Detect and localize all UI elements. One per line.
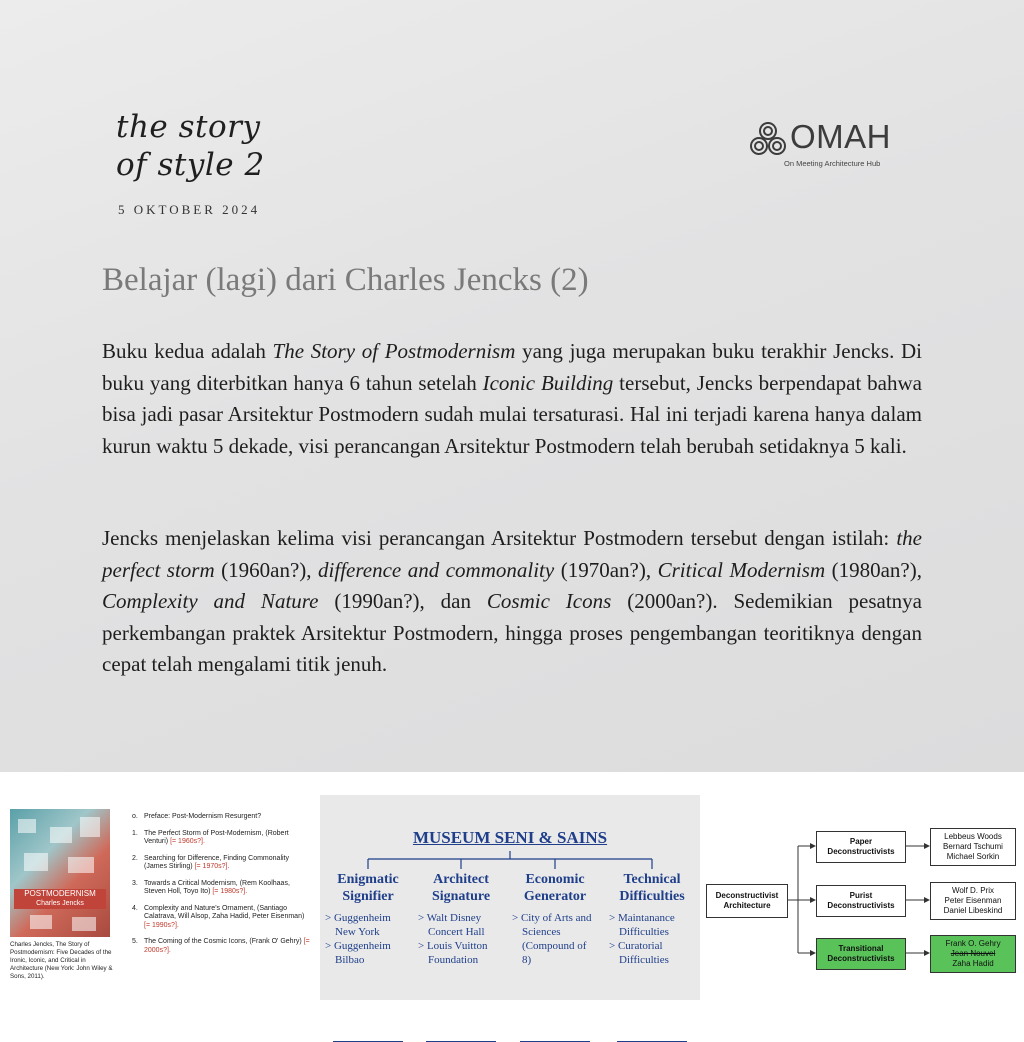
- logo-tagline: On Meeting Architecture Hub: [784, 159, 881, 168]
- table-of-contents: [132, 813, 312, 963]
- museum-category-heading: Technical Difficulties: [619, 872, 685, 904]
- museum-example: > Guggenheim New York: [325, 912, 391, 938]
- series-title-line2: of style 2: [116, 147, 265, 183]
- toc-text: Searching for Difference, Finding Commonality (James Stirling): [144, 854, 289, 870]
- architect-name: Frank O. Gehry: [945, 939, 1001, 948]
- cover-title-band: [14, 889, 106, 909]
- decon-branch-box: Transitional Deconstructivists: [816, 938, 906, 970]
- museum-category-heading: Economic Generator: [523, 872, 587, 904]
- cover-title: POSTMODERNISM: [24, 889, 96, 898]
- decon-branch-box: Paper Deconstructivists: [816, 831, 906, 863]
- toc-item: [132, 855, 312, 872]
- museum-example: > City of Arts and Sciences (Compound of 8): [512, 912, 592, 966]
- series-title: [116, 108, 265, 184]
- museum-example: > Louis Vuitton Foundation: [418, 940, 488, 966]
- museum-category-heading: Architect Signature: [431, 872, 491, 904]
- toc-number: 4.: [132, 904, 138, 912]
- museum-category: [512, 871, 598, 967]
- architect-name: Daniel Libeskind: [943, 906, 1003, 915]
- cover-author: Charles Jencks: [36, 900, 84, 907]
- architect-name: Michael Sorkin: [946, 852, 1000, 861]
- omah-logo: [748, 118, 938, 168]
- publish-date: 5 OKTOBER 2024: [118, 202, 261, 217]
- toc-number: o.: [132, 813, 138, 820]
- toc-number: 1.: [132, 829, 138, 837]
- museum-diagram: [320, 795, 700, 1000]
- book-caption: Charles Jencks, The Story of Postmodernism: Five Decades of the Ironic, Iconic, and Critical in Architecture (New York: John Wiley & Sons, 2011).: [10, 941, 113, 980]
- trefoil-logo-icon: [748, 120, 788, 160]
- museum-example: > Maintanance Difficulties: [609, 912, 675, 938]
- logo-wordmark: OMAH: [790, 118, 891, 155]
- museum-category: [418, 871, 504, 967]
- toc-decade-note: [= 1960s?].: [170, 838, 205, 845]
- paragraph-2: Jencks menjelaskan kelima visi perancangan Arsitektur Postmodern tersebut dengan istilah: the perfect storm (1960an?), difference and commonality (1970an?), Critical Modernism (1980an?), Complexity and Nature (1990an?), dan Cosmic Icons (2000an?). Sedemikian pesatnya perkembangan praktek Arsitektur Postmodern, hingga proses pengembangan teoritiknya dengan cepat telah mengalami titik jenuh.: [102, 526, 922, 676]
- article-heading: Belajar (lagi) dari Charles Jencks (2): [102, 262, 589, 298]
- decon-root-box: Deconstructivist Architecture: [706, 884, 788, 918]
- book-panel: [0, 795, 312, 1005]
- toc-text: Towards a Critical Modernism, (Rem Koolhaas, Steven Holl, Toyo Ito): [144, 879, 290, 895]
- architect-name: Bernard Tschumi: [943, 842, 1003, 851]
- series-title-line1: the story: [116, 109, 261, 145]
- toc-item: [132, 880, 312, 897]
- decon-architects-box: [930, 935, 1016, 973]
- toc-decade-note: [= 1980s?].: [212, 888, 248, 895]
- toc-text: The Perfect Storm of Post-Modernism, (Robert Venturi): [144, 829, 289, 845]
- architect-name: Jean Nouvel: [950, 949, 996, 958]
- toc-decade-note: [= 2000s?].: [144, 938, 310, 954]
- museum-category: [609, 871, 695, 967]
- museum-category: [325, 871, 411, 967]
- museum-diagram-title: MUSEUM SENI & SAINS: [412, 828, 608, 847]
- toc-text: Complexity and Nature's Ornament, (Santiago Calatrava, Will Alsop, Zaha Hadid, Peter Eisenman): [144, 904, 305, 920]
- decon-branch-box: Purist Deconstructivists: [816, 885, 906, 917]
- toc-item: [132, 830, 312, 847]
- paragraph-1: Buku kedua adalah The Story of Postmodernism yang juga merupakan buku terakhir Jencks. Di buku yang diterbitkan hanya 6 tahun setelah Iconic Building tersebut, Jencks berpendapat bahwa bisa jadi pasar Arsitektur Postmodern sudah mulai tersaturasi. Hal ini terjadi karena hanya dalam kurun waktu 5 dekade, visi perancangan Arsitektur Postmodern telah berubah setidaknya 5 kali.: [102, 339, 923, 458]
- toc-decade-note: [= 1990s?].: [144, 921, 179, 929]
- toc-decade-note: [= 1970s?].: [194, 863, 230, 870]
- book-cover-image: [10, 809, 110, 937]
- toc-number: 3.: [132, 879, 138, 887]
- toc-item: [132, 905, 312, 931]
- toc-number: 2.: [132, 854, 138, 862]
- decon-architects-box: [930, 882, 1016, 920]
- deconstructivist-diagram: [700, 795, 1024, 1005]
- museum-example: > Curatorial Difficulties: [609, 940, 669, 966]
- toc-item: [132, 813, 312, 822]
- architect-name: Wolf D. Prix: [951, 886, 995, 895]
- toc-number: 5.: [132, 938, 138, 945]
- toc-text: Preface: Post-Modernism Resurgent?: [144, 813, 262, 820]
- architect-name: Lebbeus Woods: [944, 832, 1002, 841]
- museum-example: > Walt Disney Concert Hall: [418, 912, 485, 938]
- toc-text: The Coming of the Cosmic Icons, (Frank O' Gehry): [144, 938, 304, 945]
- decon-architects-box: [930, 828, 1016, 866]
- architect-name: Zaha Hadid: [952, 959, 994, 968]
- architect-name: Peter Eisenman: [944, 896, 1002, 905]
- museum-example: > Guggenheim Bilbao: [325, 940, 391, 966]
- toc-item: [132, 938, 312, 955]
- museum-category-heading: Enigmatic Signifier: [337, 872, 399, 904]
